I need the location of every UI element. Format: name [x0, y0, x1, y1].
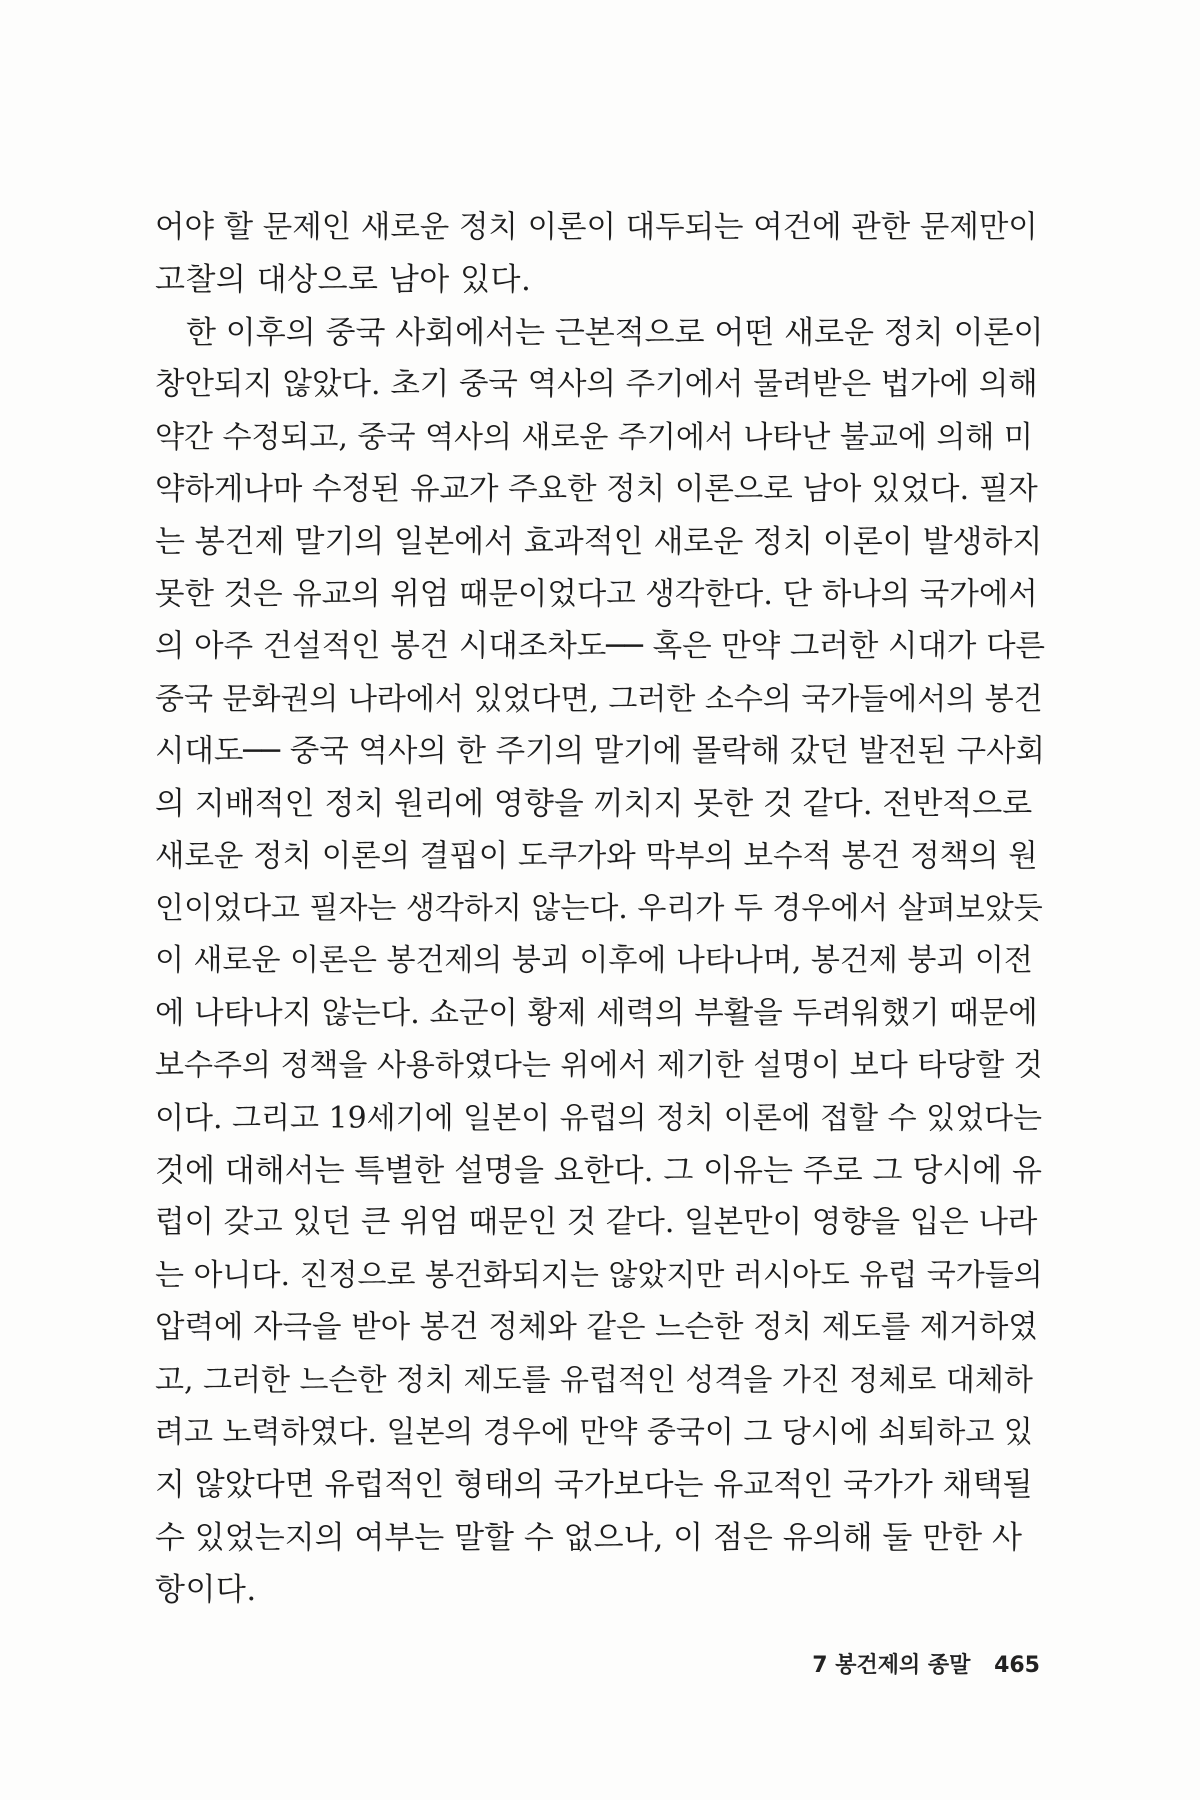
- text-line: 는 봉건제 말기의 일본에서 효과적인 새로운 정치 이론이 발생하지: [155, 524, 1043, 561]
- text-line: 럽이 갖고 있던 큰 위엄 때문인 것 같다. 일본만이 영향을 입은 나라: [155, 1205, 1038, 1241]
- text-line: 시대도── 중국 역사의 한 주기의 말기에 몰락해 갔던 발전된 구사회: [155, 733, 1046, 769]
- text-line: 못한 것은 유교의 위엄 때문이었다고 생각한다. 단 하나의 국가에서: [155, 576, 1038, 612]
- text-line: 창안되지 않았다. 초기 중국 역사의 주기에서 물려받은 법가에 의해: [155, 367, 1038, 403]
- text-line: 어야 할 문제인 새로운 정치 이론이 대두되는 여건에 관한 문제만이: [155, 210, 1038, 245]
- text-line: 의 아주 건설적인 봉건 시대조차도── 혹은 만약 그러한 시대가 다른: [155, 629, 1046, 665]
- text-line: 는 아니다. 진정으로 봉건화되지는 않았지만 러시아도 유럽 국가들의: [155, 1257, 1043, 1293]
- text-line: 고, 그러한 느슨한 정치 제도를 유럽적인 성격을 가진 정체로 대체하: [155, 1362, 1033, 1398]
- text-line: 보수주의 정책을 사용하였다는 위에서 제기한 설명이 보다 타당할 것: [155, 1048, 1043, 1084]
- text-line: 새로운 정치 이론의 결핍이 도쿠가와 막부의 보수적 봉건 정책의 원: [155, 838, 1038, 874]
- text-line: 약간 수정되고, 중국 역사의 새로운 주기에서 나타난 불교에 의해 미: [155, 419, 1033, 455]
- running-footer-chapter: 7 봉건제의 종말: [812, 1653, 971, 1678]
- text-line: 지 않았다면 유럽적인 형태의 국가보다는 유교적인 국가가 채택될: [155, 1467, 1033, 1504]
- text-line: 인이었다고 필자는 생각하지 않는다. 우리가 두 경우에서 살펴보았듯: [155, 891, 1043, 927]
- text-line: 이 새로운 이론은 봉건제의 붕괴 이후에 나타나며, 봉건제 붕괴 이전: [155, 943, 1033, 979]
- text-line: 것에 대해서는 특별한 설명을 요한다. 그 이유는 주로 그 당시에 유: [155, 1153, 1042, 1190]
- text-line: 수 있었는지의 여부는 말할 수 없으나, 이 점은 유의해 둘 만한 사: [155, 1519, 1022, 1556]
- text-line: 려고 노력하였다. 일본의 경우에 만약 중국이 그 당시에 쇠퇴하고 있: [155, 1414, 1033, 1450]
- text-line: 한 이후의 중국 사회에서는 근본적으로 어떤 새로운 정치 이론이: [186, 314, 1044, 351]
- text-line: 항이다.: [155, 1572, 257, 1609]
- body-text: [155, 202, 1045, 1617]
- text-line: 압력에 자극을 받아 봉건 정체와 같은 느슨한 정치 제도를 제거하였: [155, 1310, 1038, 1346]
- text-line: 에 나타나지 않는다. 쇼군이 황제 세력의 부활을 두려워했기 때문에: [155, 995, 1038, 1031]
- text-line: 의 지배적인 정치 원리에 영향을 끼치지 못한 것 같다. 전반적으로: [155, 786, 1033, 823]
- text-line: 약하게나마 수정된 유교가 주요한 정치 이론으로 남아 있었다. 필자: [155, 471, 1038, 507]
- text-line: 이다. 그리고 19세기에 일본이 유럽의 정치 이론에 접할 수 있었다는: [155, 1100, 1043, 1136]
- page-number: 465: [994, 1653, 1040, 1678]
- text-line: 중국 문화권의 나라에서 있었다면, 그러한 소수의 국가들에서의 봉건: [155, 681, 1043, 717]
- text-line: 고찰의 대상으로 남아 있다.: [155, 262, 532, 299]
- page-footer: [812, 1648, 1040, 1679]
